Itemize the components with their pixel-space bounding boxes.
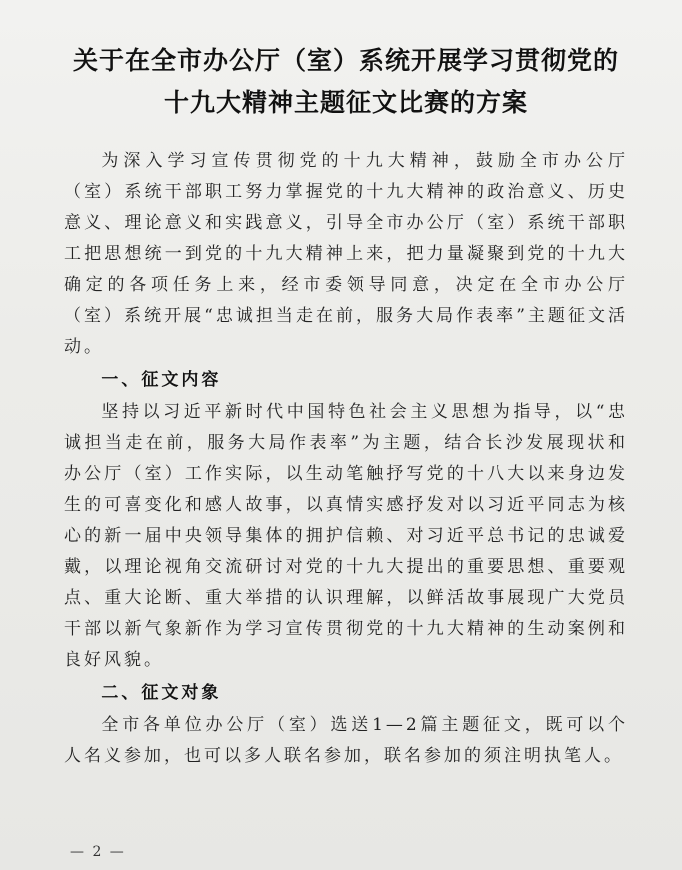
intro-paragraph: 为深入学习宣传贯彻党的十九大精神，鼓励全市办公厅（室）系统干部职工努力掌握党的十九大精神的政治意义、历史意义、理论意义和实践意义，引导全市办公厅（室）系统干部职工把思想统一到党的十九大精神上来，把力量凝聚到党的十九大确定的各项任务上来，经市委领导同意，决定在全市办公厅（室）系统开展“忠诚担当走在前，服务大局作表率”主题征文活动。	[64, 151, 628, 357]
section-heading-content: 一、征文内容	[101, 370, 222, 390]
page-number: — 2 —	[70, 844, 126, 860]
section-body-audience: 全市各单位办公厅（室）选送1—2篇主题征文，既可以个人名义参加，也可以多人联名参加，联名参加的须注明执笔人。	[64, 715, 628, 766]
title-line-1: 关于在全市办公厅（室）系统开展学习贯彻党的	[72, 46, 619, 75]
section-body-content: 坚持以习近平新时代中国特色社会主义思想为指导，以“忠诚担当走在前，服务大局作表率”为主题，结合长沙发展现状和办公厅（室）工作实际，以生动笔触抒写党的十八大以来身边发生的可喜变化和感人故事，以真情实感抒发对以习近平同志为核心的新一届中央领导集体的拥护信赖、对习近平总书记的忠诚爱戴，以理论视角交流研讨对党的十九大提出的重要思想、重要观点、重大论断、重大举措的认识理解，以鲜活故事展现广大党员干部以新气象新作为学习宣传贯彻党的十九大精神的生动案例和良好风貌。	[64, 402, 628, 670]
title-line-2: 十九大精神主题征文比赛的方案	[163, 88, 528, 117]
section-heading-audience: 二、征文对象	[101, 683, 222, 703]
document-title	[64, 40, 628, 124]
